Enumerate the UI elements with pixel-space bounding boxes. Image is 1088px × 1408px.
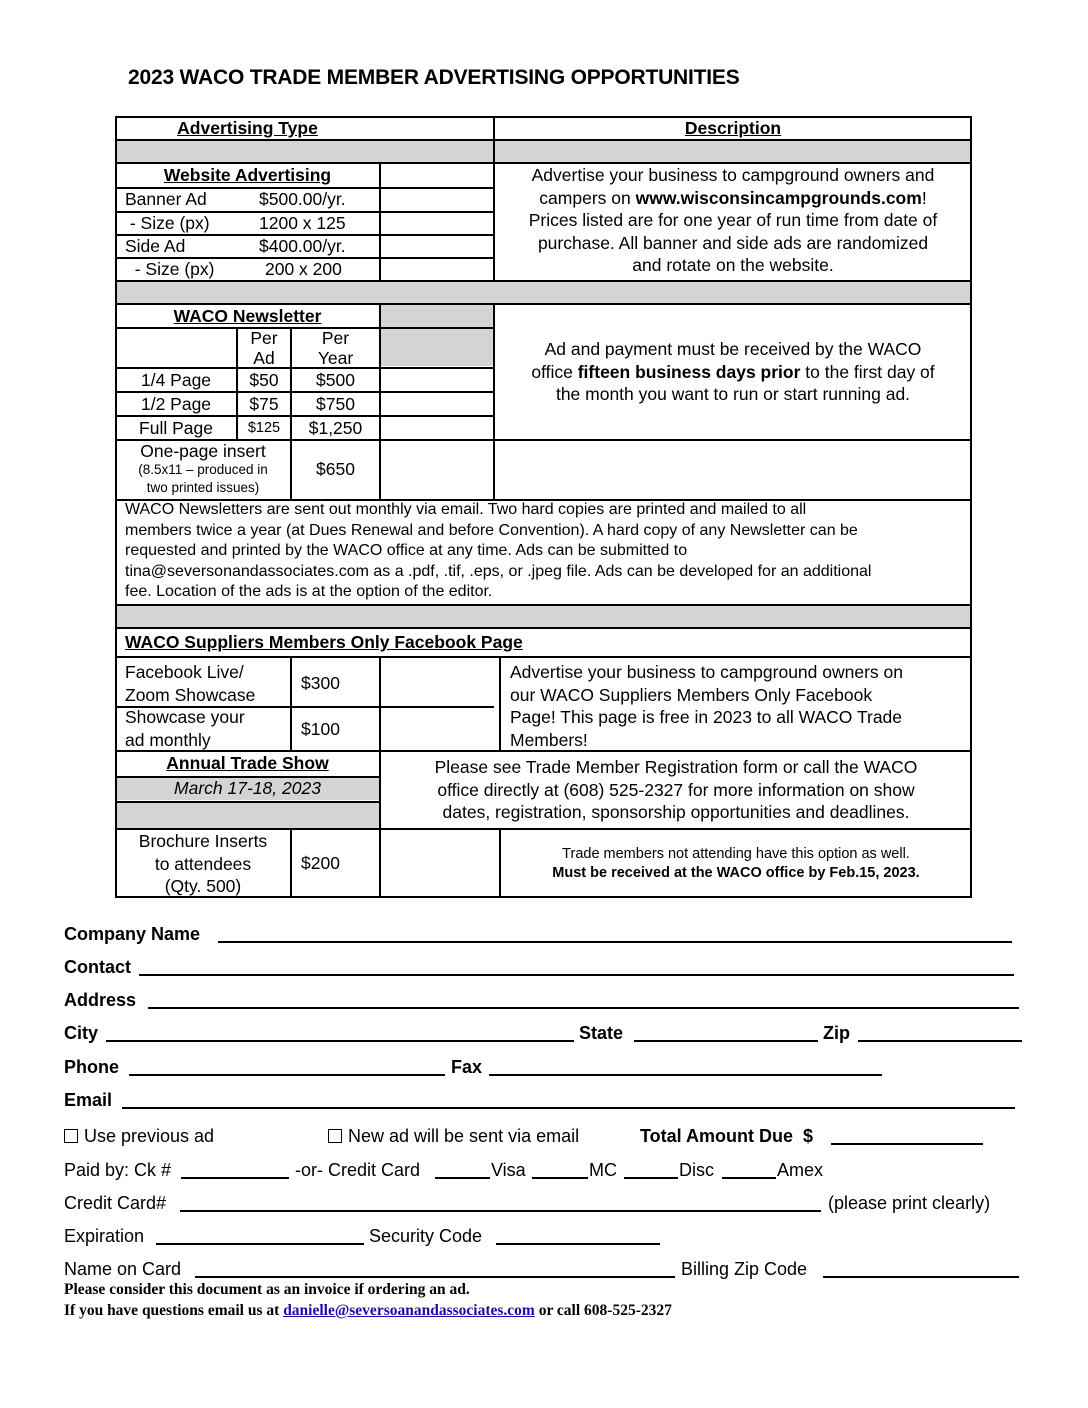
- or-credit-card-label: -or- Credit Card: [295, 1160, 421, 1180]
- contact-label: Contact: [64, 957, 131, 977]
- state-label: State: [579, 1023, 624, 1043]
- check-number-field[interactable]: [181, 1177, 289, 1179]
- gray-separator: [116, 281, 971, 303]
- city-label: City: [64, 1023, 99, 1043]
- brochure-price: $200: [301, 853, 340, 873]
- paid-by-label: Paid by: Ck #: [64, 1160, 172, 1180]
- billing-zip-field[interactable]: [823, 1276, 1019, 1278]
- section-heading-website: Website Advertising: [163, 165, 332, 185]
- section-heading-newsletter: WACO Newsletter: [173, 306, 322, 326]
- invoice-note: Please consider this document as an invoice if ordering an ad.: [64, 1281, 470, 1298]
- column-header-type: Advertising Type: [177, 118, 318, 138]
- use-previous-ad-option[interactable]: Use previous ad: [64, 1125, 214, 1147]
- tradeshow-description: Please see Trade Member Registration form or call the WACO office directly at (608) 525-2327 for more information on show dates, registration, sponsorship opportunities and deadlines.: [434, 757, 918, 822]
- newsletter-paragraph: WACO Newsletters are sent out monthly via email. Two hard copies are printed and mailed to all members twice a year (at Dues Renewal and before Convention). A hard copy of any Newsletter can be requested and printed by the WACO office at any time. Ads can be submitted to tina@seversonandassociates.com as a .pdf, .tif, .eps, or .jpeg file. Ads can be developed for an additional fee. Location of the ads is at the option of the editor.: [125, 501, 872, 600]
- quarter-page-per-ad: $50: [249, 370, 279, 390]
- gray-separator: [116, 605, 971, 627]
- contact-note: If you have questions email us at danielle@seversoanandassociates.com or call 608-525-2327: [64, 1302, 672, 1319]
- checkbox-icon[interactable]: [328, 1129, 342, 1143]
- section-heading-facebook: WACO Suppliers Members Only Facebook Page: [125, 632, 523, 652]
- email-label: Email: [64, 1090, 113, 1110]
- visa-field[interactable]: [435, 1177, 490, 1179]
- security-code-label: Security Code: [369, 1226, 483, 1246]
- facebook-live-price: $300: [301, 673, 340, 693]
- mc-field[interactable]: [532, 1177, 588, 1179]
- brochure-label: Brochure Inserts to attendees (Qty. 500): [138, 831, 268, 896]
- phone-label: Phone: [64, 1057, 120, 1077]
- print-clearly-note: (please print clearly): [828, 1193, 991, 1213]
- gray-block: [380, 304, 493, 366]
- facebook-live-label: Facebook Live/ Zoom Showcase: [125, 662, 256, 705]
- gray-block: [116, 802, 379, 828]
- quarter-page-label: 1/4 Page: [140, 370, 212, 390]
- per-ad-header: Per Ad: [250, 328, 278, 368]
- page-title: 2023 WACO TRADE MEMBER ADVERTISING OPPORTUNITIES: [128, 66, 740, 89]
- credit-card-field[interactable]: [180, 1210, 821, 1212]
- amex-label: Amex: [777, 1160, 824, 1180]
- disc-field[interactable]: [624, 1177, 678, 1179]
- new-ad-option[interactable]: New ad will be sent via email: [328, 1125, 579, 1147]
- full-page-per-ad: $125: [247, 420, 281, 436]
- gray-separator: [116, 140, 971, 162]
- city-field[interactable]: [106, 1040, 574, 1042]
- address-label: Address: [64, 990, 137, 1010]
- contact-email-link[interactable]: danielle@seversoanandassociates.com: [283, 1302, 535, 1319]
- banner-size-label: - Size (px): [125, 213, 210, 233]
- side-size-value: 200 x 200: [265, 259, 342, 279]
- contact-field[interactable]: [139, 974, 1014, 976]
- billing-zip-label: Billing Zip Code: [681, 1259, 808, 1279]
- fax-label: Fax: [451, 1057, 483, 1077]
- newsletter-description: Ad and payment must be received by the WACO office fifteen business days prior to the first day of the month you want to run or start running ad.: [531, 339, 935, 404]
- website-description: Advertise your business to campground owners and campers on www.wisconsincampgrounds.com! Prices listed are for one year of run time from date of purchase. All banner and side ads are randomized and rotate on the website.: [528, 165, 938, 275]
- phone-field[interactable]: [129, 1074, 445, 1076]
- half-page-label: 1/2 Page: [140, 394, 212, 414]
- full-page-label: Full Page: [139, 418, 213, 438]
- insert-label: One-page insert (8.5x11 – produced in two printed issues): [138, 441, 268, 495]
- brochure-note: Trade members not attending have this option as well. Must be received at the WACO office by Feb.15, 2023.: [552, 846, 920, 881]
- name-on-card-label: Name on Card: [64, 1259, 182, 1279]
- state-field[interactable]: [634, 1040, 818, 1042]
- per-year-header: Per Year: [317, 328, 354, 368]
- fax-field[interactable]: [489, 1074, 882, 1076]
- mc-label: MC: [589, 1160, 617, 1180]
- full-page-per-year: $1,250: [308, 418, 363, 438]
- amex-field[interactable]: [722, 1177, 776, 1179]
- total-amount-field[interactable]: [831, 1143, 983, 1145]
- tradeshow-dates: March 17-18, 2023: [174, 778, 321, 798]
- half-page-per-year: $750: [316, 394, 355, 414]
- advertising-table: [115, 116, 972, 898]
- name-on-card-field[interactable]: [195, 1276, 675, 1278]
- disc-label: Disc: [679, 1160, 714, 1180]
- credit-card-label: Credit Card#: [64, 1193, 167, 1213]
- banner-size-value: 1200 x 125: [259, 213, 346, 233]
- showcase-price: $100: [301, 719, 340, 739]
- company-name-field[interactable]: [218, 941, 1012, 943]
- email-field[interactable]: [122, 1107, 1015, 1109]
- column-header-description: Description: [684, 118, 782, 138]
- insert-price: $650: [316, 459, 355, 479]
- section-heading-tradeshow: Annual Trade Show: [166, 753, 329, 773]
- side-size-label: - Size (px): [125, 259, 215, 279]
- banner-ad-label: Banner Ad: [125, 189, 207, 209]
- zip-label: Zip: [823, 1023, 850, 1043]
- zip-field[interactable]: [858, 1040, 1022, 1042]
- banner-ad-price: $500.00/yr.: [259, 189, 346, 209]
- address-field[interactable]: [148, 1007, 1019, 1009]
- side-ad-price: $400.00/yr.: [259, 236, 346, 256]
- expiration-label: Expiration: [64, 1226, 145, 1246]
- security-code-field[interactable]: [496, 1243, 660, 1245]
- checkbox-icon[interactable]: [64, 1129, 78, 1143]
- facebook-description: Advertise your business to campground owners on our WACO Suppliers Members Only Facebook Page! This page is free in 2023 to all WACO Trade Members!: [510, 662, 903, 750]
- company-name-label: Company Name: [64, 924, 201, 944]
- visa-label: Visa: [491, 1160, 526, 1180]
- half-page-per-ad: $75: [249, 394, 279, 414]
- showcase-label: Showcase your ad monthly: [125, 707, 245, 750]
- total-amount-label: Total Amount Due $: [640, 1126, 813, 1146]
- expiration-field[interactable]: [156, 1243, 364, 1245]
- side-ad-label: Side Ad: [125, 236, 186, 256]
- quarter-page-per-year: $500: [316, 370, 355, 390]
